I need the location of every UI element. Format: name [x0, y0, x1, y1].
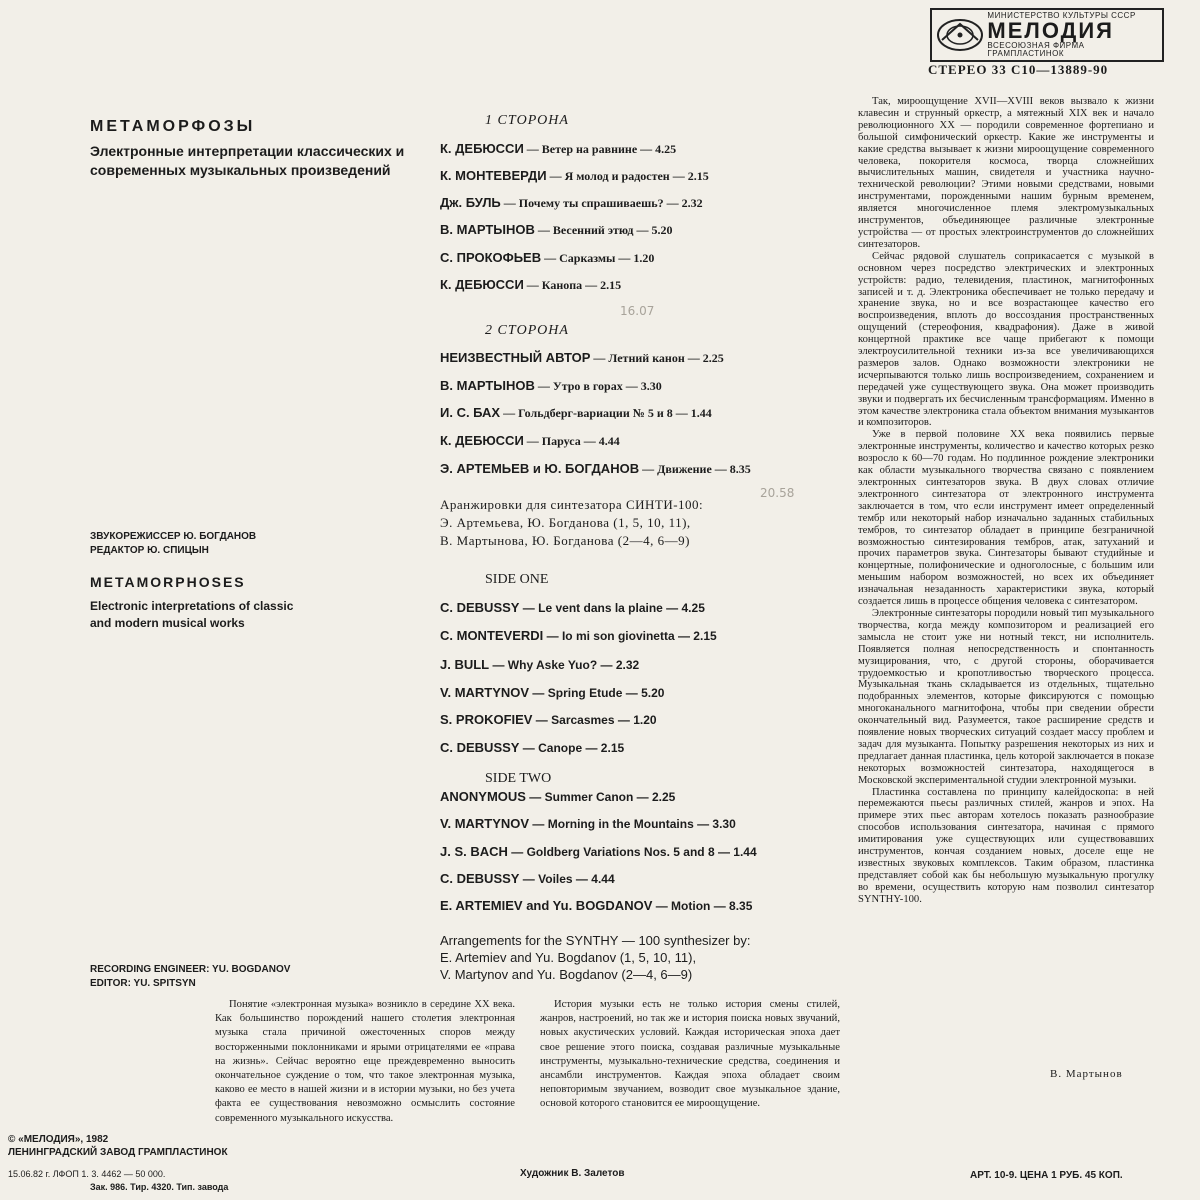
- track-list-item: С. ПРОКОФЬЕВ — Сарказмы — 1.20: [440, 250, 655, 265]
- track-list-item: И. С. БАХ — Гольдберг-вариации № 5 и 8 — 1.44: [440, 405, 712, 420]
- liner-notes-column-1: Понятие «электронная музыка» возникло в середине XX века. Как большинство порождений нашего столетия электронная музыка стала причиной ожесточенных споров между восторженными поклонниками и ярыми отрицателями ее «права на жизнь». Сейчас вероятно еще преждевременно выносить окончательное суждение о том, что такое электронная музыка, каково ее место в нашей жизни и в истории музыки, но без учета факта ее существования невозможно осмыслить состояние современного музыкального искусства.: [215, 999, 515, 1124]
- arrangements-en: Arrangements for the SYNTHY — 100 synthesizer by: E. Artemiev and Yu. Bogdanov (1, 5, 10, 11), V. Martynov and Yu. Bogdanov (2—4, 6—9): [440, 933, 751, 982]
- melodiya-disc-icon: [932, 12, 987, 58]
- label-brand: МЕЛОДИЯ: [987, 18, 1114, 43]
- track-list-item: J. S. BACH — Goldberg Variations Nos. 5 and 8 — 1.44: [440, 844, 757, 859]
- track-list-item: К. МОНТЕВЕРДИ — Я молод и радостен — 2.15: [440, 168, 709, 183]
- melodiya-logo: [930, 8, 1164, 62]
- track-list-item: К. ДЕБЮССИ — Канопа — 2.15: [440, 277, 622, 292]
- track-list-item: Дж. БУЛЬ — Почему ты спрашиваешь? — 2.32: [440, 195, 703, 210]
- track-list-item: V. MARTYNOV — Spring Etude — 5.20: [440, 685, 665, 700]
- track-list-item: S. PROKOFIEV — Sarcasmes — 1.20: [440, 712, 657, 727]
- track-list-item: К. ДЕБЮССИ — Ветер на равнине — 4.25: [440, 141, 677, 156]
- track-list-item: J. BULL — Why Aske Yuo? — 2.32: [440, 657, 640, 672]
- liner-notes-column-3: Так, мироощущение XVII—XVIII веков вызвало к жизни клавесин и струнный оркестр, а мятежный XIX век и начало революционного XX — породили современное фортепиано и большой симфонический оркестр. Какие же инструменты и какие средства вызывает к жизни мироощущение современного человека, покорителя космоса, творца сложнейших вычислительных машин, свидетеля и участника научно-технической революции? Этими новыми средствами, новыми инструментами, порожденными нашим бурным временем, является многочисленное племя электромузыкальных инструментов, объединяющее различные электронные устройства — от простых электроинструментов до сложнейших синтезаторов. Сейчас рядовой слушатель соприкасается с музыкой в основном через посредство электрических и электронных устройств: радио, телевидения, пластинок, магнитофонных записей и т. д. Электроника обеспечивает не только передачу и хранение звука, но и все возрастающее качество его воспроизведения, вплоть до воссоздания пространственных ощущений (стереофония, квадрафония). Даже в живой концертной практике все чаще прибегают к помощи электроусилительной техники из-за все увеличивающихся размеров залов. Однако возможности электроники не исчерпываются только лишь воспроизведением, сохранением и передачей уже существующего звука. Она может производить звуки и подвергать их бесчисленным трансформациям. Именно в этом качестве электроника стала объектом внимания музыкантов и композиторов. Уже в первой половине XX века появились первые электронные инструменты, количество и качество которых резко возросло к 60—70 годам. Но подлинное рождение электроники как области музыкального творчества связано с появлением электронных синтезаторов звука. В двух словах отличие электронного синтезатора от электронного инструмента заключается в том, что если инструмент имеет определенный тембр или некоторый набор изначально заданных стабильных тембров, то синтезатор обладает в принципе безграничной возможностью синтезирования тембров, атак, затуханий и прочих параметров звука. Синтезаторы бывают студийные и концертные, полифонические и одноголосные, с большим или меньшим набором возможностей, но всех их объединяет изначальная незаданность характеристики звука, который создается лишь в процессе общения человека с синтезатором. Электронные синтезаторы породили новый тип музыкального творчества, когда между композитором и реализацией его замысла не стоит уже ни нотный текст, ни исполнитель. Появляется полная непосредственность и спонтанность музицирования, что, с другой стороны, оборачивается трудоемкостью и кропотливостью творческого процесса. Музыкальная ткань складывается из отдельных, тщательно подобранных элементов, которые фиксируются с помощью многоканального магнитофона, чтобы при сведении обрести окончательный вид. Разумеется, такое расширение средств и появление новых творческих ситуаций создает массу проблем и задач для музыканта. Попытку разрешения некоторых из них и предлагает данная пластинка, цель которой заключается в показе некоторых возможностей синтезатора, находящегося в Московской экспериментальной студии электронной музыки. Пластинка составлена по принципу калейдоскопа: в ней перемежаются пьесы различных стилей, жанров и эпох. На примере этих пьес авторам хотелось показать разнообразие способов использования синтезатора, начиная с прямого имитирования уже существующих или существовавших инструментов, кончая созданием новых, доселе еще не известных звуковых комплексов. Таким образом, пластинка представляет собой как бы небольшую музыкальную прогулку во времени, осуществить которую нам позволил синтезатор SYNTHY-100.: [858, 96, 1154, 905]
- title-en: METAMORPHOSES: [90, 574, 246, 590]
- track-list-item: НЕИЗВЕСТНЫЙ АВТОР — Летний канон — 2.25: [440, 350, 724, 365]
- arrangements-ru: Аранжировки для синтезатора СИНТИ-100: Э. Артемьева, Ю. Богданова (1, 5, 10, 11), В. Мартынова, Ю. Богданова (2—4, 6—9): [440, 497, 704, 548]
- side1-heading-ru: 1 СТОРОНА: [485, 113, 569, 128]
- credits-en: RECORDING ENGINEER: YU. BOGDANOV EDITOR: YU. SPITSYN: [90, 964, 291, 989]
- track-list-item: C. DEBUSSY — Canope — 2.15: [440, 740, 625, 755]
- artist-credit: Художник В. Залетов: [520, 1168, 625, 1179]
- label-company: ВСЕСОЮЗНАЯ ФИРМА ГРАМПЛАСТИНОК: [987, 41, 1085, 58]
- track-list-item: В. МАРТЫНОВ — Весенний этюд — 5.20: [440, 222, 673, 237]
- track-list-item: V. MARTYNOV — Morning in the Mountains — 3.30: [440, 816, 736, 831]
- copyright: © «МЕЛОДИЯ», 1982 ЛЕНИНГРАДСКИЙ ЗАВОД ГРАМПЛАСТИНОК: [8, 1134, 228, 1158]
- track-list-item: Э. АРТЕМЬЕВ и Ю. БОГДАНОВ — Движение — 8.35: [440, 461, 751, 476]
- print-info: 15.06.82 г. ЛФОП 1. 3. 4462 — 50 000. Зак. 986. Тир. 4320. Тип. завода: [8, 1169, 229, 1192]
- track-list-item: К. ДЕБЮССИ — Паруса — 4.44: [440, 433, 620, 448]
- catalog-number: СТЕРЕО 33 С10—13889-90: [928, 62, 1109, 77]
- side2-heading-ru: 2 СТОРОНА: [485, 323, 569, 338]
- signature: В. Мартынов: [1050, 1068, 1123, 1080]
- liner-notes-column-2: История музыки есть не только история смены стилей, жанров, настроений, но так же и история поиска новых звучаний, новых акустических условий. Каждая историческая эпоха дает свое решение этого поиска, создавая различные музыкальные инструменты, музыкально-технические средства, соединения и ансамбли инструментов. Каждая эпоха обладает своим неповторимым звучанием, возводит свое музыкальное здание, основой которого становится ее мироощущение.: [540, 999, 840, 1110]
- subtitle-en: Electronic interpretations of classic and modern musical works: [90, 599, 294, 630]
- track-list-item: В. МАРТЫНОВ — Утро в горах — 3.30: [440, 378, 662, 393]
- side1-heading-en: SIDE ONE: [485, 572, 549, 587]
- track-list-item: C. DEBUSSY — Voiles — 4.44: [440, 871, 615, 886]
- credits-ru: ЗВУКОРЕЖИССЕР Ю. БОГДАНОВ РЕДАКТОР Ю. СПИЦЫН: [90, 531, 257, 556]
- track-list-item: ANONYMOUS — Summer Canon — 2.25: [440, 789, 676, 804]
- pencil-note-2: 20.58: [760, 486, 795, 500]
- subtitle-ru: Электронные интерпретации классических и современных музыкальных произведений: [90, 143, 405, 178]
- price-info: АРТ. 10-9. ЦЕНА 1 РУБ. 45 КОП.: [970, 1170, 1123, 1181]
- title-ru: МЕТАМОРФОЗЫ: [90, 118, 256, 135]
- label-ministry: МИНИСТЕРСТВО КУЛЬТУРЫ СССР: [987, 11, 1136, 20]
- pencil-note-1: 16.07: [620, 304, 655, 318]
- track-list-item: C. MONTEVERDI — Io mi son giovinetta — 2.15: [440, 628, 717, 643]
- track-list-item: C. DEBUSSY — Le vent dans la plaine — 4.25: [440, 600, 705, 615]
- track-list-item: E. ARTEMIEV and Yu. BOGDANOV — Motion — 8.35: [440, 898, 753, 913]
- side2-heading-en: SIDE TWO: [485, 771, 552, 786]
